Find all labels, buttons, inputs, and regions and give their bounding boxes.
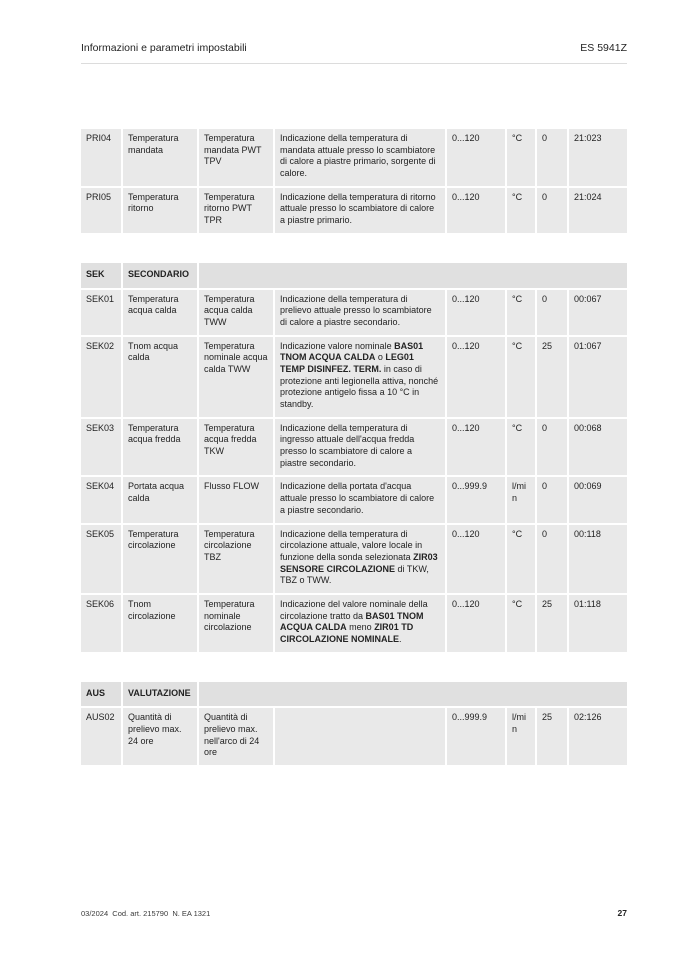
param-ref: 21:023	[569, 129, 627, 186]
param-id: PRI05	[81, 188, 121, 233]
param-display-name: Temperatura ritorno PWT TPR	[199, 188, 273, 233]
param-name: Tnom circolazione	[123, 595, 197, 652]
param-display-name: Quantità di prelievo max. nell'arco di 24 ore	[199, 708, 273, 765]
param-id: SEK06	[81, 595, 121, 652]
section-code: SEK	[81, 263, 121, 288]
param-id: SEK03	[81, 419, 121, 476]
parameter-row	[81, 477, 627, 522]
param-display-name: Flusso FLOW	[199, 477, 273, 522]
param-unit: °C	[507, 337, 535, 417]
param-range: 0...120	[447, 337, 505, 417]
param-name: Temperatura ritorno	[123, 188, 197, 233]
parameter-row	[81, 708, 627, 765]
param-range: 0...999.9	[447, 708, 505, 765]
param-display-name: Temperatura nominale acqua calda TWW	[199, 337, 273, 417]
param-display-name: Temperatura circolazione TBZ	[199, 525, 273, 593]
param-default: 0	[537, 129, 567, 186]
param-name: Temperatura circolazione	[123, 525, 197, 593]
section-title: SECONDARIO	[123, 263, 197, 288]
parameter-row	[81, 337, 627, 417]
param-default: 0	[537, 525, 567, 593]
param-range: 0...120	[447, 525, 505, 593]
param-name: Temperatura acqua fredda	[123, 419, 197, 476]
param-unit: °C	[507, 290, 535, 335]
param-id: PRI04	[81, 129, 121, 186]
param-id: SEK02	[81, 337, 121, 417]
param-unit: l/min	[507, 708, 535, 765]
param-ref: 00:067	[569, 290, 627, 335]
param-ref: 01:067	[569, 337, 627, 417]
param-unit: °C	[507, 188, 535, 233]
param-unit: °C	[507, 595, 535, 652]
param-unit: l/min	[507, 477, 535, 522]
page-header	[81, 42, 627, 64]
param-description	[275, 708, 445, 765]
section-header-row	[81, 682, 627, 707]
parameter-row	[81, 129, 627, 186]
parameter-row	[81, 419, 627, 476]
param-name: Temperatura acqua calda	[123, 290, 197, 335]
param-default: 25	[537, 595, 567, 652]
param-description: Indicazione del valore nominale della circolazione tratto da BAS01 TNOM ACQUA CALDA meno ZIR01 TD CIRCOLAZIONE NOMINALE.	[275, 595, 445, 652]
section-spacer	[199, 263, 627, 288]
param-range: 0...999.9	[447, 477, 505, 522]
table-section	[81, 682, 627, 765]
page-footer	[81, 908, 627, 918]
param-range: 0...120	[447, 129, 505, 186]
param-name: Tnom acqua calda	[123, 337, 197, 417]
param-display-name: Temperatura acqua fredda TKW	[199, 419, 273, 476]
param-ref: 00:118	[569, 525, 627, 593]
param-range: 0...120	[447, 188, 505, 233]
parameter-row	[81, 525, 627, 593]
param-ref: 02:126	[569, 708, 627, 765]
section-spacer	[199, 682, 627, 707]
parameter-row	[81, 188, 627, 233]
table-section	[81, 263, 627, 652]
page-number: 27	[617, 908, 627, 918]
parameter-row	[81, 290, 627, 335]
param-display-name: Temperatura acqua calda TWW	[199, 290, 273, 335]
param-ref: 00:068	[569, 419, 627, 476]
table-section	[81, 129, 627, 233]
param-description: Indicazione della temperatura di prelievo attuale presso lo scambiatore di calore a piastre secondario.	[275, 290, 445, 335]
param-unit: °C	[507, 129, 535, 186]
param-unit: °C	[507, 525, 535, 593]
param-display-name: Temperatura nominale circolazione	[199, 595, 273, 652]
param-description: Indicazione della temperatura di ritorno attuale presso lo scambiatore di calore a piastre primario.	[275, 188, 445, 233]
parameter-table	[81, 129, 627, 767]
param-unit: °C	[507, 419, 535, 476]
param-range: 0...120	[447, 419, 505, 476]
param-default: 25	[537, 337, 567, 417]
param-ref: 21:024	[569, 188, 627, 233]
document-code: ES 5941Z	[580, 42, 627, 54]
page-header-title: Informazioni e parametri impostabili	[81, 42, 247, 54]
param-default: 0	[537, 477, 567, 522]
param-id: AUS02	[81, 708, 121, 765]
param-description: Indicazione della temperatura di ingresso attuale dell'acqua fredda presso lo scambiatore di calore a piastre secondario.	[275, 419, 445, 476]
param-default: 0	[537, 419, 567, 476]
section-header-row	[81, 263, 627, 288]
param-description: Indicazione della temperatura di mandata attuale presso lo scambiatore di calore a piastre primario, sorgente di calore.	[275, 129, 445, 186]
param-description: Indicazione della portata d'acqua attuale presso lo scambiatore di calore a piastre secondario.	[275, 477, 445, 522]
param-name: Portata acqua calda	[123, 477, 197, 522]
param-id: SEK05	[81, 525, 121, 593]
param-ref: 01:118	[569, 595, 627, 652]
footer-edition-info: 03/2024 Cod. art. 215790 N. EA 1321	[81, 909, 211, 918]
param-default: 25	[537, 708, 567, 765]
parameter-row	[81, 595, 627, 652]
param-display-name: Temperatura mandata PWT TPV	[199, 129, 273, 186]
param-description: Indicazione della temperatura di circolazione attuale, valore locale in funzione della sonda selezionata ZIR03 SENSORE CIRCOLAZIONE di TKW, TBZ o TWW.	[275, 525, 445, 593]
section-title: VALUTAZIONE	[123, 682, 197, 707]
param-description: Indicazione valore nominale BAS01 TNOM ACQUA CALDA o LEG01 TEMP DISINFEZ. TERM. in caso di protezione anti legionella attiva, nonché protezione antigelo fissa a 10 °C in standby.	[275, 337, 445, 417]
param-id: SEK04	[81, 477, 121, 522]
param-ref: 00:069	[569, 477, 627, 522]
param-name: Temperatura mandata	[123, 129, 197, 186]
param-default: 0	[537, 188, 567, 233]
section-code: AUS	[81, 682, 121, 707]
param-id: SEK01	[81, 290, 121, 335]
param-range: 0...120	[447, 595, 505, 652]
param-range: 0...120	[447, 290, 505, 335]
param-default: 0	[537, 290, 567, 335]
param-name: Quantità di prelievo max. 24 ore	[123, 708, 197, 765]
